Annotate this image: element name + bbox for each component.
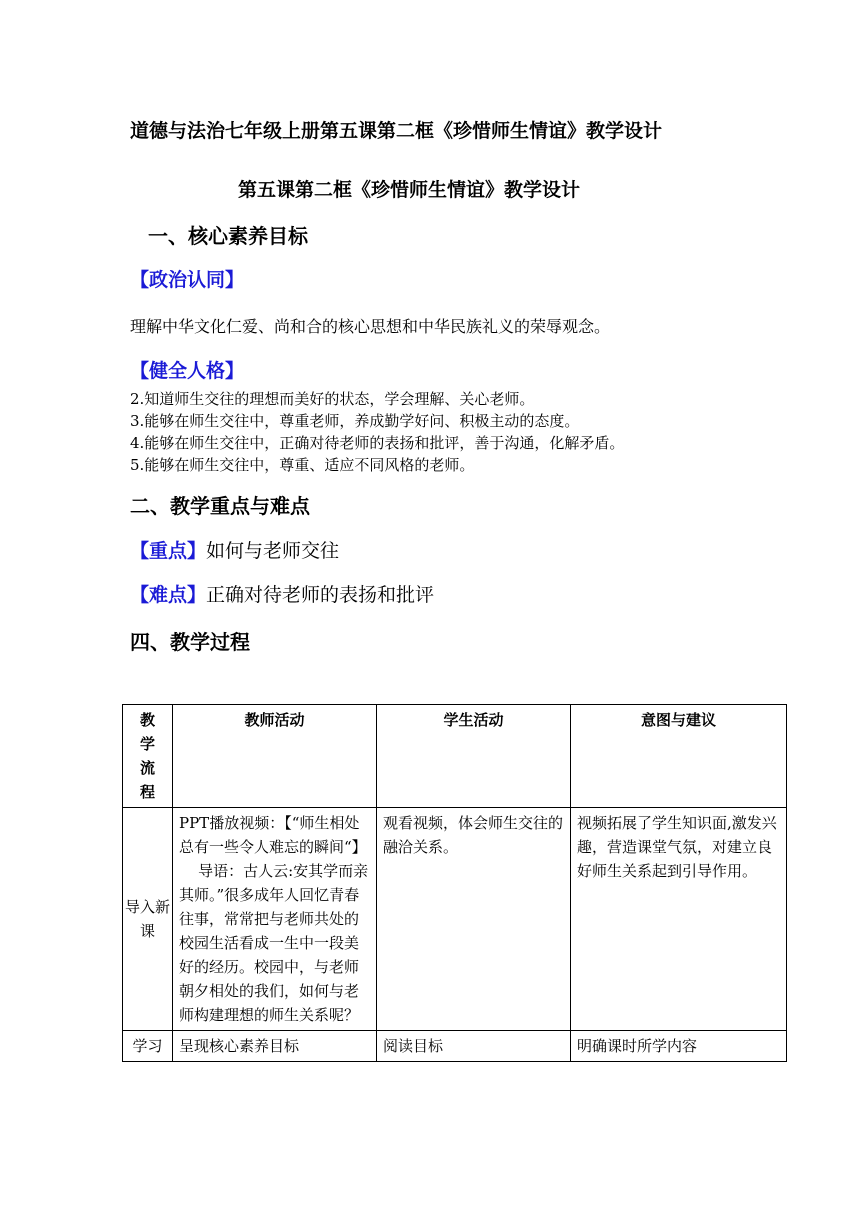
lesson-title: 第五课第二框《珍惜师生情谊》教学设计: [238, 179, 581, 201]
tag-sound-personality: 【健全人格】: [130, 360, 245, 382]
list-item: 2.知道师生交往的理想而美好的状态，学会理解、关心老师。: [130, 390, 535, 408]
student-activity-cell: 阅读目标: [377, 1031, 571, 1062]
intent-cell: 视频拓展了学生知识面,激发兴趣，营造课堂气氛，对建立良好师生关系起到引导作用。: [571, 808, 787, 1031]
key-point-tag: 【重点】: [130, 540, 207, 562]
objective-text: 理解中华文化仁爱、尚和合的核心思想和中华民族礼义的荣辱观念。: [130, 317, 611, 336]
intent-cell: 明确课时所学内容: [571, 1031, 787, 1062]
difficult-point-text: 正确对待老师的表扬和批评: [206, 584, 435, 606]
table-header-row: [123, 705, 787, 808]
teaching-process-table: [122, 704, 787, 1062]
difficult-point: [130, 580, 434, 607]
document-title: 道德与法治七年级上册第五课第二框《珍惜师生情谊》教学设计: [130, 120, 663, 142]
student-activity-cell: 观看视频，体会师生交往的融洽关系。: [377, 808, 571, 1031]
table-row: [123, 1031, 787, 1062]
tag-political-identity: 【政治认同】: [130, 269, 245, 291]
column-header: 教师活动: [173, 705, 377, 808]
column-header: 学生活动: [377, 705, 571, 808]
list-item: 4.能够在师生交往中，正确对待老师的表扬和批评，善于沟通，化解矛盾。: [130, 434, 625, 452]
list-item: 5.能够在师生交往中，尊重、适应不同风格的老师。: [130, 456, 475, 474]
list-item: 3.能够在师生交往中，尊重老师，养成勤学好问、积极主动的态度。: [130, 412, 580, 430]
teacher-activity-cell: 呈现核心素养目标: [173, 1031, 377, 1062]
key-point: [130, 536, 339, 563]
key-point-text: 如何与老师交往: [206, 540, 340, 562]
column-header: 教学流程: [123, 705, 173, 808]
objective-list: [130, 388, 624, 476]
column-header: 意图与建议: [571, 705, 787, 808]
difficult-point-tag: 【难点】: [130, 584, 207, 606]
section-heading-process: 四、教学过程: [130, 630, 250, 654]
teacher-activity-cell: PPT播放视频：【“师生相处总有一些令人难忘的瞬间“】 导语：古人云:安其学而亲其师。”很多成年人回忆青春往事，常常把与老师共处的校园生活看成一生中一段美好的经历。校园中，与老师朝夕相处的我们，如何与老师构建理想的师生关系呢？: [173, 808, 377, 1031]
section-heading-key-points: 二、教学重点与难点: [130, 494, 310, 518]
stage-cell: 学习: [123, 1031, 173, 1062]
table-row: [123, 808, 787, 1031]
section-heading-objectives: 一、核心素养目标: [148, 224, 308, 248]
stage-cell: 导入新课: [123, 808, 173, 1031]
